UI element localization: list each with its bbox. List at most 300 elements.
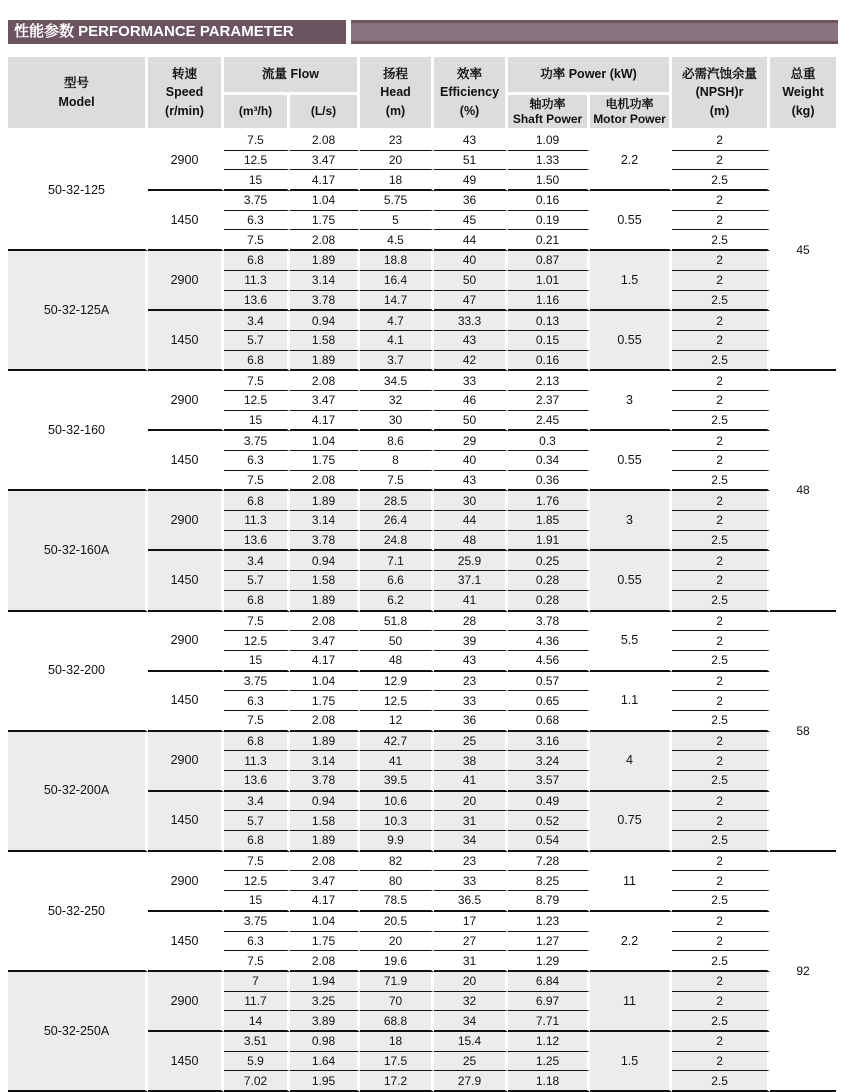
header-head bbox=[360, 57, 434, 131]
cell-shaft-power: 1.01 bbox=[508, 271, 590, 291]
cell-efficiency: 36.5 bbox=[434, 891, 508, 912]
cell-shaft-power: 1.25 bbox=[508, 1052, 590, 1072]
cell-npsh: 2 bbox=[672, 311, 770, 331]
cell-flow-ls: 3.78 bbox=[290, 531, 360, 552]
header-eff-en: Efficiency bbox=[439, 85, 500, 100]
speed-cell: 1450 bbox=[148, 191, 224, 251]
cell-flow-ls: 1.75 bbox=[290, 932, 360, 952]
cell-efficiency: 34 bbox=[434, 831, 508, 852]
table-row bbox=[8, 251, 836, 271]
cell-npsh: 2.5 bbox=[672, 891, 770, 912]
cell-flow-ls: 1.89 bbox=[290, 491, 360, 511]
cell-flow-ls: 4.17 bbox=[290, 411, 360, 432]
cell-efficiency: 30 bbox=[434, 491, 508, 511]
cell-flow-m3h: 7.5 bbox=[224, 711, 290, 732]
cell-shaft-power: 7.28 bbox=[508, 852, 590, 872]
cell-flow-m3h: 7.5 bbox=[224, 131, 290, 151]
cell-efficiency: 43 bbox=[434, 131, 508, 151]
cell-flow-ls: 3.89 bbox=[290, 1011, 360, 1032]
cell-npsh: 2 bbox=[672, 371, 770, 391]
cell-flow-ls: 1.89 bbox=[290, 251, 360, 271]
cell-flow-ls: 1.89 bbox=[290, 591, 360, 612]
cell-efficiency: 50 bbox=[434, 271, 508, 291]
cell-shaft-power: 1.12 bbox=[508, 1032, 590, 1052]
cell-head: 8 bbox=[360, 451, 434, 471]
header-weight-cn: 总重 bbox=[790, 67, 816, 82]
cell-flow-m3h: 7.5 bbox=[224, 371, 290, 391]
cell-head: 4.1 bbox=[360, 331, 434, 351]
model-cell: 50-32-250A bbox=[8, 972, 148, 1092]
cell-flow-ls: 1.75 bbox=[290, 691, 360, 711]
cell-head: 4.7 bbox=[360, 311, 434, 331]
cell-shaft-power: 1.16 bbox=[508, 291, 590, 312]
cell-shaft-power: 6.84 bbox=[508, 972, 590, 992]
cell-shaft-power: 0.57 bbox=[508, 672, 590, 692]
cell-efficiency: 43 bbox=[434, 471, 508, 492]
page-title: 性能参数 PERFORMANCE PARAMETER bbox=[8, 20, 346, 44]
model-cell: 50-32-250 bbox=[8, 852, 148, 972]
cell-npsh: 2.5 bbox=[672, 351, 770, 372]
speed-cell: 1450 bbox=[148, 551, 224, 611]
cell-efficiency: 46 bbox=[434, 391, 508, 411]
cell-shaft-power: 3.24 bbox=[508, 751, 590, 771]
cell-head: 30 bbox=[360, 411, 434, 432]
header-npsh bbox=[672, 57, 770, 131]
speed-cell: 1450 bbox=[148, 792, 224, 852]
cell-efficiency: 45 bbox=[434, 211, 508, 231]
cell-npsh: 2 bbox=[672, 631, 770, 651]
model-cell: 50-32-125 bbox=[8, 131, 148, 251]
cell-npsh: 2.5 bbox=[672, 1071, 770, 1092]
cell-flow-m3h: 13.6 bbox=[224, 291, 290, 312]
speed-cell: 1450 bbox=[148, 1032, 224, 1092]
motor-cell: 11 bbox=[590, 852, 672, 912]
cell-efficiency: 20 bbox=[434, 972, 508, 992]
speed-cell: 2900 bbox=[148, 131, 224, 191]
speed-cell: 2900 bbox=[148, 251, 224, 311]
table-row bbox=[8, 491, 836, 511]
cell-flow-m3h: 12.5 bbox=[224, 151, 290, 171]
cell-shaft-power: 0.3 bbox=[508, 431, 590, 451]
cell-head: 5 bbox=[360, 211, 434, 231]
cell-head: 6.6 bbox=[360, 571, 434, 591]
cell-efficiency: 31 bbox=[434, 811, 508, 831]
table-body bbox=[8, 131, 836, 1092]
cell-flow-m3h: 7 bbox=[224, 972, 290, 992]
cell-head: 16.4 bbox=[360, 271, 434, 291]
cell-flow-ls: 1.94 bbox=[290, 972, 360, 992]
cell-shaft-power: 0.65 bbox=[508, 691, 590, 711]
cell-flow-m3h: 7.5 bbox=[224, 852, 290, 872]
cell-flow-m3h: 11.3 bbox=[224, 751, 290, 771]
cell-flow-m3h: 6.3 bbox=[224, 932, 290, 952]
cell-head: 34.5 bbox=[360, 371, 434, 391]
cell-flow-m3h: 7.5 bbox=[224, 612, 290, 632]
cell-efficiency: 17 bbox=[434, 912, 508, 932]
header-model bbox=[8, 57, 148, 131]
cell-flow-ls: 2.08 bbox=[290, 951, 360, 972]
cell-flow-ls: 1.89 bbox=[290, 351, 360, 372]
cell-flow-m3h: 6.3 bbox=[224, 451, 290, 471]
motor-cell: 2.2 bbox=[590, 131, 672, 191]
cell-head: 17.2 bbox=[360, 1071, 434, 1092]
cell-shaft-power: 4.36 bbox=[508, 631, 590, 651]
cell-efficiency: 37.1 bbox=[434, 571, 508, 591]
cell-flow-ls: 0.94 bbox=[290, 792, 360, 812]
cell-flow-m3h: 5.9 bbox=[224, 1052, 290, 1072]
cell-shaft-power: 0.25 bbox=[508, 551, 590, 571]
motor-cell: 3 bbox=[590, 371, 672, 431]
cell-npsh: 2.5 bbox=[672, 711, 770, 732]
cell-efficiency: 43 bbox=[434, 651, 508, 672]
cell-npsh: 2 bbox=[672, 131, 770, 151]
cell-head: 10.3 bbox=[360, 811, 434, 831]
header-eff-cn: 效率 bbox=[457, 67, 483, 82]
cell-shaft-power: 1.23 bbox=[508, 912, 590, 932]
cell-shaft-power: 0.34 bbox=[508, 451, 590, 471]
cell-head: 12.5 bbox=[360, 691, 434, 711]
cell-flow-m3h: 6.8 bbox=[224, 591, 290, 612]
cell-head: 4.5 bbox=[360, 230, 434, 251]
weight-cell: 58 bbox=[770, 612, 836, 852]
cell-head: 39.5 bbox=[360, 771, 434, 792]
cell-flow-m3h: 7.5 bbox=[224, 951, 290, 972]
cell-flow-m3h: 15 bbox=[224, 411, 290, 432]
cell-efficiency: 47 bbox=[434, 291, 508, 312]
cell-head: 41 bbox=[360, 751, 434, 771]
cell-flow-m3h: 3.4 bbox=[224, 551, 290, 571]
motor-cell: 11 bbox=[590, 972, 672, 1032]
cell-npsh: 2 bbox=[672, 391, 770, 411]
cell-flow-m3h: 3.75 bbox=[224, 672, 290, 692]
cell-flow-ls: 1.75 bbox=[290, 211, 360, 231]
cell-flow-ls: 2.08 bbox=[290, 371, 360, 391]
cell-flow-ls: 3.25 bbox=[290, 992, 360, 1012]
cell-npsh: 2 bbox=[672, 751, 770, 771]
cell-npsh: 2.5 bbox=[672, 291, 770, 312]
cell-flow-ls: 3.78 bbox=[290, 291, 360, 312]
cell-shaft-power: 2.13 bbox=[508, 371, 590, 391]
cell-flow-m3h: 5.7 bbox=[224, 811, 290, 831]
header-npsh-cn: 必需汽蚀余量 bbox=[682, 67, 758, 82]
cell-flow-m3h: 6.8 bbox=[224, 732, 290, 752]
cell-flow-m3h: 11.3 bbox=[224, 271, 290, 291]
cell-head: 82 bbox=[360, 852, 434, 872]
cell-npsh: 2 bbox=[672, 511, 770, 531]
cell-flow-m3h: 6.8 bbox=[224, 491, 290, 511]
cell-npsh: 2.5 bbox=[672, 1011, 770, 1032]
cell-flow-ls: 4.17 bbox=[290, 170, 360, 191]
header-weight-unit: (kg) bbox=[791, 103, 815, 118]
cell-npsh: 2.5 bbox=[672, 531, 770, 552]
header-head-en: Head bbox=[380, 85, 411, 100]
cell-flow-m3h: 15 bbox=[224, 170, 290, 191]
cell-efficiency: 51 bbox=[434, 151, 508, 171]
cell-flow-ls: 1.89 bbox=[290, 831, 360, 852]
table-row bbox=[8, 371, 836, 391]
cell-npsh: 2.5 bbox=[672, 411, 770, 432]
speed-cell: 2900 bbox=[148, 371, 224, 431]
header-motor-en: Motor Power bbox=[593, 111, 666, 126]
cell-npsh: 2 bbox=[672, 792, 770, 812]
cell-npsh: 2.5 bbox=[672, 471, 770, 492]
motor-cell: 0.55 bbox=[590, 551, 672, 611]
motor-cell: 2.2 bbox=[590, 912, 672, 972]
cell-head: 51.8 bbox=[360, 612, 434, 632]
header-speed-cn: 转速 bbox=[171, 67, 197, 82]
cell-shaft-power: 1.50 bbox=[508, 170, 590, 191]
cell-flow-ls: 1.64 bbox=[290, 1052, 360, 1072]
cell-shaft-power: 3.78 bbox=[508, 612, 590, 632]
cell-npsh: 2 bbox=[672, 1052, 770, 1072]
model-cell: 50-32-200 bbox=[8, 612, 148, 732]
header-motor-cn: 电机功率 bbox=[605, 97, 654, 112]
cell-head: 3.7 bbox=[360, 351, 434, 372]
cell-efficiency: 33 bbox=[434, 871, 508, 891]
cell-efficiency: 25.9 bbox=[434, 551, 508, 571]
cell-flow-m3h: 5.7 bbox=[224, 571, 290, 591]
speed-cell: 2900 bbox=[148, 972, 224, 1032]
cell-shaft-power: 1.27 bbox=[508, 932, 590, 952]
cell-head: 26.4 bbox=[360, 511, 434, 531]
cell-flow-m3h: 7.5 bbox=[224, 230, 290, 251]
cell-flow-ls: 3.14 bbox=[290, 511, 360, 531]
cell-shaft-power: 1.33 bbox=[508, 151, 590, 171]
motor-cell: 0.75 bbox=[590, 792, 672, 852]
cell-head: 23 bbox=[360, 131, 434, 151]
cell-head: 50 bbox=[360, 631, 434, 651]
cell-head: 12 bbox=[360, 711, 434, 732]
cell-flow-ls: 1.58 bbox=[290, 331, 360, 351]
cell-npsh: 2 bbox=[672, 251, 770, 271]
cell-flow-m3h: 3.51 bbox=[224, 1032, 290, 1052]
speed-cell: 1450 bbox=[148, 431, 224, 491]
cell-flow-ls: 4.17 bbox=[290, 891, 360, 912]
cell-flow-ls: 2.08 bbox=[290, 711, 360, 732]
cell-flow-m3h: 11.3 bbox=[224, 511, 290, 531]
cell-head: 18 bbox=[360, 1032, 434, 1052]
cell-npsh: 2 bbox=[672, 811, 770, 831]
cell-head: 19.6 bbox=[360, 951, 434, 972]
header-head-cn: 扬程 bbox=[383, 67, 409, 82]
cell-efficiency: 43 bbox=[434, 331, 508, 351]
cell-shaft-power: 0.19 bbox=[508, 211, 590, 231]
weight-cell: 48 bbox=[770, 371, 836, 611]
cell-npsh: 2.5 bbox=[672, 230, 770, 251]
cell-efficiency: 32 bbox=[434, 992, 508, 1012]
cell-flow-ls: 0.94 bbox=[290, 311, 360, 331]
cell-npsh: 2 bbox=[672, 912, 770, 932]
cell-flow-ls: 1.04 bbox=[290, 191, 360, 211]
cell-npsh: 2 bbox=[672, 331, 770, 351]
cell-head: 42.7 bbox=[360, 732, 434, 752]
motor-cell: 0.55 bbox=[590, 431, 672, 491]
header-weight bbox=[770, 57, 836, 131]
cell-shaft-power: 3.57 bbox=[508, 771, 590, 792]
header-flow: 流量 Flow bbox=[224, 57, 360, 95]
cell-head: 9.9 bbox=[360, 831, 434, 852]
cell-head: 78.5 bbox=[360, 891, 434, 912]
cell-efficiency: 33 bbox=[434, 371, 508, 391]
cell-npsh: 2 bbox=[672, 691, 770, 711]
title-bar bbox=[8, 20, 838, 44]
cell-efficiency: 23 bbox=[434, 852, 508, 872]
cell-npsh: 2 bbox=[672, 191, 770, 211]
cell-head: 18 bbox=[360, 170, 434, 191]
header-flow-ls: (L/s) bbox=[290, 95, 360, 131]
cell-flow-m3h: 12.5 bbox=[224, 631, 290, 651]
cell-npsh: 2 bbox=[672, 491, 770, 511]
cell-shaft-power: 0.13 bbox=[508, 311, 590, 331]
cell-npsh: 2 bbox=[672, 871, 770, 891]
cell-efficiency: 27 bbox=[434, 932, 508, 952]
model-cell: 50-32-200A bbox=[8, 732, 148, 852]
cell-shaft-power: 0.21 bbox=[508, 230, 590, 251]
cell-efficiency: 49 bbox=[434, 170, 508, 191]
cell-npsh: 2 bbox=[672, 852, 770, 872]
cell-npsh: 2.5 bbox=[672, 651, 770, 672]
cell-flow-m3h: 7.5 bbox=[224, 471, 290, 492]
cell-flow-m3h: 11.7 bbox=[224, 992, 290, 1012]
header-speed bbox=[148, 57, 224, 131]
cell-flow-m3h: 6.8 bbox=[224, 251, 290, 271]
cell-flow-m3h: 12.5 bbox=[224, 871, 290, 891]
cell-flow-ls: 2.08 bbox=[290, 230, 360, 251]
cell-shaft-power: 2.45 bbox=[508, 411, 590, 432]
cell-shaft-power: 0.28 bbox=[508, 571, 590, 591]
cell-efficiency: 41 bbox=[434, 771, 508, 792]
cell-flow-ls: 3.47 bbox=[290, 151, 360, 171]
cell-npsh: 2 bbox=[672, 932, 770, 952]
cell-efficiency: 40 bbox=[434, 251, 508, 271]
table-row bbox=[8, 131, 836, 151]
cell-npsh: 2 bbox=[672, 451, 770, 471]
cell-shaft-power: 0.54 bbox=[508, 831, 590, 852]
table-row bbox=[8, 612, 836, 632]
cell-efficiency: 48 bbox=[434, 531, 508, 552]
header-weight-en: Weight bbox=[782, 85, 824, 100]
motor-cell: 1.5 bbox=[590, 1032, 672, 1092]
cell-head: 7.1 bbox=[360, 551, 434, 571]
cell-flow-m3h: 12.5 bbox=[224, 391, 290, 411]
cell-flow-m3h: 6.8 bbox=[224, 831, 290, 852]
cell-efficiency: 23 bbox=[434, 672, 508, 692]
cell-shaft-power: 7.71 bbox=[508, 1011, 590, 1032]
cell-efficiency: 27.9 bbox=[434, 1071, 508, 1092]
speed-cell: 1450 bbox=[148, 912, 224, 972]
cell-efficiency: 31 bbox=[434, 951, 508, 972]
cell-efficiency: 50 bbox=[434, 411, 508, 432]
motor-cell: 3 bbox=[590, 491, 672, 551]
cell-flow-ls: 1.04 bbox=[290, 431, 360, 451]
cell-shaft-power: 3.16 bbox=[508, 732, 590, 752]
header-shaft-en: Shaft Power bbox=[512, 111, 583, 126]
cell-efficiency: 36 bbox=[434, 191, 508, 211]
header-head-unit: (m) bbox=[385, 103, 406, 118]
cell-flow-m3h: 3.4 bbox=[224, 311, 290, 331]
speed-cell: 1450 bbox=[148, 672, 224, 732]
cell-flow-ls: 2.08 bbox=[290, 471, 360, 492]
cell-efficiency: 20 bbox=[434, 792, 508, 812]
speed-cell: 1450 bbox=[148, 311, 224, 371]
cell-flow-m3h: 15 bbox=[224, 651, 290, 672]
model-cell: 50-32-160A bbox=[8, 491, 148, 611]
cell-npsh: 2 bbox=[672, 551, 770, 571]
cell-npsh: 2 bbox=[672, 992, 770, 1012]
cell-shaft-power: 1.76 bbox=[508, 491, 590, 511]
weight-cell: 92 bbox=[770, 852, 836, 1092]
cell-shaft-power: 0.36 bbox=[508, 471, 590, 492]
cell-shaft-power: 0.87 bbox=[508, 251, 590, 271]
cell-head: 17.5 bbox=[360, 1052, 434, 1072]
motor-cell: 0.55 bbox=[590, 311, 672, 371]
cell-flow-ls: 3.78 bbox=[290, 771, 360, 792]
cell-flow-ls: 1.75 bbox=[290, 451, 360, 471]
cell-shaft-power: 8.25 bbox=[508, 871, 590, 891]
cell-flow-m3h: 3.75 bbox=[224, 431, 290, 451]
cell-flow-ls: 1.95 bbox=[290, 1071, 360, 1092]
cell-efficiency: 44 bbox=[434, 511, 508, 531]
cell-head: 80 bbox=[360, 871, 434, 891]
cell-efficiency: 33 bbox=[434, 691, 508, 711]
cell-shaft-power: 0.49 bbox=[508, 792, 590, 812]
cell-flow-m3h: 3.75 bbox=[224, 912, 290, 932]
cell-flow-ls: 0.94 bbox=[290, 551, 360, 571]
cell-efficiency: 44 bbox=[434, 230, 508, 251]
cell-npsh: 2 bbox=[672, 732, 770, 752]
cell-head: 68.8 bbox=[360, 1011, 434, 1032]
model-cell: 50-32-125A bbox=[8, 251, 148, 371]
cell-flow-m3h: 13.6 bbox=[224, 771, 290, 792]
cell-flow-ls: 1.04 bbox=[290, 672, 360, 692]
motor-cell: 5.5 bbox=[590, 612, 672, 672]
cell-flow-ls: 2.08 bbox=[290, 852, 360, 872]
cell-efficiency: 42 bbox=[434, 351, 508, 372]
cell-shaft-power: 1.18 bbox=[508, 1071, 590, 1092]
cell-npsh: 2 bbox=[672, 972, 770, 992]
cell-flow-ls: 1.58 bbox=[290, 571, 360, 591]
header-npsh-en: (NPSH)r bbox=[695, 85, 744, 100]
motor-cell: 4 bbox=[590, 732, 672, 792]
cell-flow-ls: 0.98 bbox=[290, 1032, 360, 1052]
header-eff-unit: (%) bbox=[459, 103, 480, 118]
cell-shaft-power: 0.52 bbox=[508, 811, 590, 831]
cell-flow-m3h: 6.3 bbox=[224, 211, 290, 231]
header-power: 功率 Power (kW) bbox=[508, 57, 672, 95]
cell-flow-ls: 2.08 bbox=[290, 131, 360, 151]
cell-shaft-power: 0.68 bbox=[508, 711, 590, 732]
cell-head: 12.9 bbox=[360, 672, 434, 692]
header-speed-unit: (r/min) bbox=[165, 103, 204, 118]
cell-head: 48 bbox=[360, 651, 434, 672]
cell-shaft-power: 1.29 bbox=[508, 951, 590, 972]
cell-head: 18.8 bbox=[360, 251, 434, 271]
cell-efficiency: 25 bbox=[434, 1052, 508, 1072]
cell-efficiency: 29 bbox=[434, 431, 508, 451]
cell-flow-ls: 2.08 bbox=[290, 612, 360, 632]
cell-efficiency: 39 bbox=[434, 631, 508, 651]
cell-flow-m3h: 14 bbox=[224, 1011, 290, 1032]
cell-flow-m3h: 13.6 bbox=[224, 531, 290, 552]
cell-shaft-power: 0.16 bbox=[508, 351, 590, 372]
cell-head: 7.5 bbox=[360, 471, 434, 492]
cell-flow-m3h: 6.8 bbox=[224, 351, 290, 372]
cell-flow-ls: 3.47 bbox=[290, 391, 360, 411]
cell-npsh: 2 bbox=[672, 271, 770, 291]
header-speed-en: Speed bbox=[165, 85, 204, 100]
cell-npsh: 2.5 bbox=[672, 591, 770, 612]
performance-table bbox=[8, 57, 836, 1092]
